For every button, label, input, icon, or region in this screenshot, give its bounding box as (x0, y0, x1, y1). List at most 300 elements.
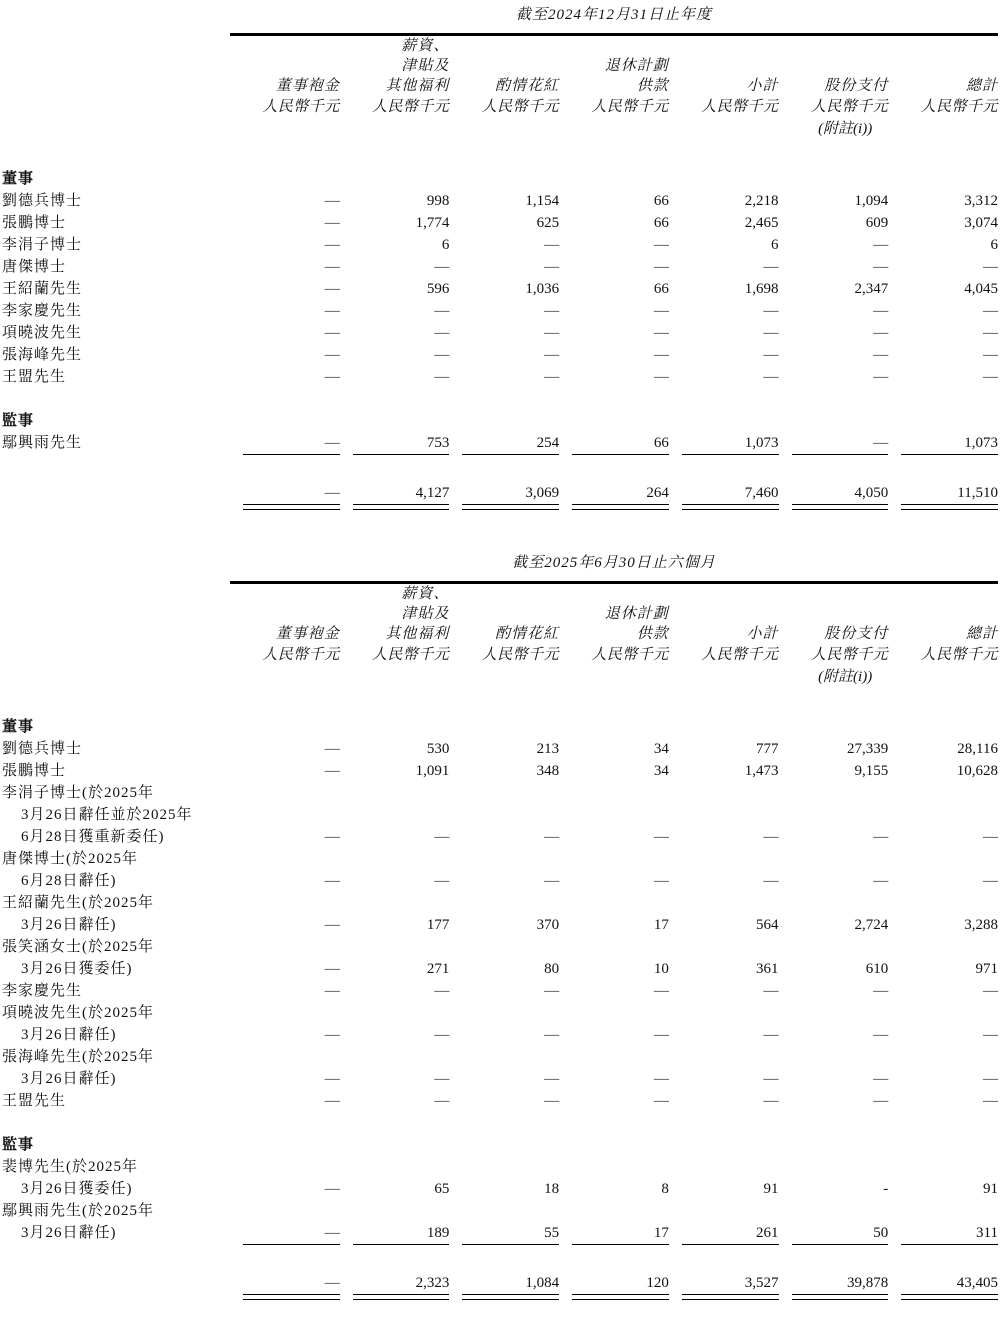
cell-value: - (883, 1181, 889, 1197)
subtotal-rule (243, 454, 340, 455)
row-name: 王盟先生 (2, 369, 67, 385)
cell-value (669, 848, 779, 870)
table-row (2, 760, 998, 782)
grand-total-double-rule (901, 504, 998, 510)
cell-value: 777 (756, 741, 779, 757)
cell-value (669, 892, 779, 914)
remuneration-tables-container (2, 4, 998, 1308)
cell-value: — (873, 829, 889, 845)
cell-value: — (324, 917, 340, 933)
section-heading: 董事 (2, 719, 35, 735)
cell-value: — (873, 983, 889, 999)
cell-value: — (324, 259, 340, 275)
cell-value: — (763, 873, 779, 889)
grand-total-double-rule (682, 1294, 779, 1300)
cell-value: — (544, 873, 560, 889)
cell-value: 261 (756, 1225, 779, 1241)
row-name: 劉德兵博士 (2, 193, 83, 209)
column-unit: 人民幣千元 (591, 99, 669, 115)
subtotal-rule (353, 1244, 450, 1245)
column-header (230, 584, 340, 644)
subtotal-rule-cell (669, 1244, 779, 1254)
cell-value (779, 1200, 889, 1222)
cell-value: — (983, 829, 998, 845)
cell-value (449, 804, 559, 826)
cell-value (779, 892, 889, 914)
total-gutter (2, 1272, 230, 1294)
cell-value: 34 (653, 741, 669, 757)
spacer (2, 140, 998, 168)
cell-value: 2,347 (854, 281, 889, 297)
column-header-line: 股份支付 (824, 626, 889, 642)
cell-value: 2,465 (744, 215, 779, 231)
column-unit: 人民幣千元 (920, 647, 998, 663)
grand-total-double-rule (353, 504, 450, 510)
cell-value: 254 (536, 435, 560, 451)
column-header-line: 總計 (965, 626, 998, 642)
cell-value: — (434, 1071, 450, 1087)
cell-value (340, 1046, 450, 1068)
column-header-line: 其他福利 (385, 626, 450, 642)
column-unit: 人民幣千元 (701, 99, 779, 115)
cell-value: — (324, 193, 340, 209)
total-value: 4,127 (415, 485, 450, 501)
cell-value (230, 936, 340, 958)
subtotal-rule-cell (230, 454, 340, 464)
cell-value: — (324, 1071, 340, 1087)
column-unit: 人民幣千元 (591, 647, 669, 663)
row-name: 張鵬博士 (2, 763, 67, 779)
column-header-line: 供款 (636, 78, 669, 94)
cell-value: 2,724 (854, 917, 889, 933)
table-row (2, 1222, 998, 1244)
grand-total-double-rule (353, 1294, 450, 1300)
cell-value: — (324, 303, 340, 319)
subtotal-rule-cell (559, 454, 669, 464)
subtotal-rule (572, 454, 669, 455)
cell-value: — (434, 325, 450, 341)
cell-value: — (653, 259, 669, 275)
grand-total-double-rule (901, 1294, 998, 1300)
cell-value: 27,339 (846, 741, 889, 757)
cell-value: — (434, 1027, 450, 1043)
cell-value: — (434, 873, 450, 889)
cell-value: 271 (426, 961, 450, 977)
cell-value: — (544, 1071, 560, 1087)
row-name: 6月28日獲重新委任) (21, 829, 165, 845)
cell-value (559, 936, 669, 958)
column-note: (附註(i)) (818, 121, 873, 137)
cell-value (230, 1002, 340, 1024)
cell-value (340, 1200, 450, 1222)
cell-value: 66 (653, 281, 669, 297)
row-name: 劉德兵博士 (2, 741, 83, 757)
cell-value: 80 (544, 961, 560, 977)
cell-value: — (653, 1071, 669, 1087)
total-gutter (2, 482, 230, 504)
cell-value: 8 (661, 1181, 669, 1197)
cell-value: 66 (653, 435, 669, 451)
section-heading: 監事 (2, 1137, 35, 1153)
table-row (2, 212, 998, 234)
column-header-line: 退休計劃 (604, 58, 669, 74)
cell-value: 10 (653, 961, 669, 977)
cell-value: — (324, 1181, 340, 1197)
cell-value: — (983, 873, 998, 889)
cell-value: — (324, 281, 340, 297)
cell-value (779, 1156, 889, 1178)
table-row (2, 344, 998, 366)
header-gutter (2, 36, 230, 96)
cell-value: 34 (653, 763, 669, 779)
subtotal-rule (901, 1244, 998, 1245)
cell-value: — (763, 369, 779, 385)
column-header-line: 小計 (746, 78, 779, 94)
column-header (669, 584, 779, 644)
subtotal-rule (682, 454, 779, 455)
cell-value (888, 892, 998, 914)
cell-value: — (763, 1027, 779, 1043)
cell-value: — (653, 873, 669, 889)
cell-value (888, 848, 998, 870)
cell-value (888, 782, 998, 804)
cell-value (449, 1200, 559, 1222)
total-row (2, 1272, 998, 1294)
column-header-line: 津貼及 (401, 58, 450, 74)
table-row (2, 738, 998, 760)
column-header-line: 總計 (965, 78, 998, 94)
subtotal-rule-cell (888, 454, 998, 464)
column-header-line: 退休計劃 (604, 606, 669, 622)
grand-total-rule-cell (779, 504, 889, 518)
remuneration-table-fy2024 (2, 4, 998, 518)
table-row (2, 1200, 998, 1222)
subtotal-rule-row (2, 1244, 998, 1254)
cell-value: 189 (426, 1225, 450, 1241)
cell-value (340, 892, 450, 914)
column-note (888, 666, 998, 688)
cell-value (669, 804, 779, 826)
cell-value: — (434, 347, 450, 363)
total-value: — (324, 1275, 340, 1291)
table-row (2, 234, 998, 256)
row-name: 王紹蘭先生 (2, 281, 83, 297)
cell-value (230, 1200, 340, 1222)
column-note (888, 118, 998, 140)
cell-value: — (434, 303, 450, 319)
column-header-line: 其他福利 (385, 78, 450, 94)
cell-value (888, 1002, 998, 1024)
cell-value (669, 782, 779, 804)
cell-value: — (324, 1093, 340, 1109)
cell-value: — (434, 259, 450, 275)
total-value: — (324, 485, 340, 501)
column-header (340, 36, 450, 96)
column-header-line: 董事袍金 (275, 78, 340, 94)
cell-value: — (873, 259, 889, 275)
grand-total-double-rule (243, 504, 340, 510)
table-row (2, 936, 998, 958)
subtotal-rule (572, 1244, 669, 1245)
subtotal-rule-cell (559, 1244, 669, 1254)
table-row (2, 1068, 998, 1090)
row-name: 3月26日獲委任) (21, 961, 133, 977)
table-row (2, 782, 998, 804)
cell-value (230, 1156, 340, 1178)
row-name: 3月26日辭任) (21, 1225, 117, 1241)
row-name: 李家慶先生 (2, 983, 83, 999)
subtotal-rule-cell (449, 454, 559, 464)
cell-value: — (873, 325, 889, 341)
cell-value: — (763, 303, 779, 319)
cell-value (449, 936, 559, 958)
cell-value: — (324, 1225, 340, 1241)
cell-value: — (983, 1071, 998, 1087)
total-value: 1,084 (525, 1275, 560, 1291)
cell-value (230, 848, 340, 870)
cell-value (230, 1046, 340, 1068)
cell-value: — (324, 829, 340, 845)
cell-value: — (324, 215, 340, 231)
column-header-line: 津貼及 (401, 606, 450, 622)
column-unit: 人民幣千元 (371, 647, 450, 663)
section-heading: 董事 (2, 171, 35, 187)
table-row (2, 1024, 998, 1046)
total-value: 11,510 (957, 485, 998, 501)
table-row (2, 1046, 998, 1068)
column-header (888, 36, 998, 96)
cell-value: — (653, 369, 669, 385)
cell-value (669, 1200, 779, 1222)
column-header-line: 小計 (746, 626, 779, 642)
rule-gutter (2, 1244, 230, 1254)
cell-value: 177 (426, 917, 450, 933)
column-header-line: 董事袍金 (275, 626, 340, 642)
table-row (2, 848, 998, 870)
row-name: 李涓子博士 (2, 237, 83, 253)
cell-value: — (873, 1093, 889, 1109)
cell-value (669, 1156, 779, 1178)
cell-value: 596 (426, 281, 450, 297)
remuneration-table-hy2025 (2, 552, 998, 1308)
subtotal-rule (792, 454, 889, 455)
column-note (669, 666, 779, 688)
cell-value: 1,698 (744, 281, 779, 297)
column-header (779, 36, 889, 96)
cell-value (669, 936, 779, 958)
cell-value: 6 (771, 237, 779, 253)
table-row (2, 432, 998, 454)
cell-value: 3,312 (964, 193, 998, 209)
cell-value: — (983, 1093, 998, 1109)
cell-value (888, 1046, 998, 1068)
spacer (2, 1254, 998, 1272)
cell-value (559, 804, 669, 826)
cell-value: — (653, 347, 669, 363)
cell-value: 361 (756, 961, 779, 977)
cell-value: 1,091 (415, 763, 450, 779)
cell-value: 1,073 (964, 435, 998, 451)
cell-value: — (544, 1093, 560, 1109)
table-row (2, 366, 998, 388)
column-header-line: 供款 (636, 626, 669, 642)
row-name: 3月26日辭任) (21, 1027, 117, 1043)
cell-value (888, 804, 998, 826)
column-note: (附註(i)) (818, 669, 873, 685)
cell-value (449, 782, 559, 804)
column-note (669, 118, 779, 140)
subtotal-rule-cell (888, 1244, 998, 1254)
column-header (230, 36, 340, 96)
total-value: 120 (646, 1275, 669, 1291)
column-note (559, 666, 669, 688)
row-name: 王盟先生 (2, 1093, 67, 1109)
cell-value (340, 804, 450, 826)
cell-value (340, 782, 450, 804)
cell-value: — (983, 303, 998, 319)
subtotal-rule (462, 454, 559, 455)
row-name: 項曉波先生(於2025年 (2, 1005, 154, 1021)
subtotal-rule (243, 1244, 340, 1245)
cell-value: — (653, 829, 669, 845)
cell-value (340, 1002, 450, 1024)
cell-value: — (324, 325, 340, 341)
column-header-line: 股份支付 (824, 78, 889, 94)
table-row (2, 804, 998, 826)
cell-value: 66 (653, 193, 669, 209)
cell-value (559, 1002, 669, 1024)
cell-value: 6 (441, 237, 450, 253)
cell-value: 971 (975, 961, 998, 977)
subtotal-rule-cell (669, 454, 779, 464)
cell-value: — (983, 325, 998, 341)
column-note (230, 118, 340, 140)
cell-value: — (324, 763, 340, 779)
cell-value: 50 (873, 1225, 889, 1241)
cell-value: 1,094 (854, 193, 889, 209)
header-gutter (2, 584, 230, 644)
cell-value: 3,288 (964, 917, 998, 933)
rule-gutter (2, 504, 230, 518)
cell-value (779, 1002, 889, 1024)
table-row (2, 256, 998, 278)
cell-value: — (983, 1027, 998, 1043)
cell-value: 370 (536, 917, 560, 933)
column-note (559, 118, 669, 140)
cell-value: 18 (544, 1181, 560, 1197)
column-note (340, 118, 450, 140)
cell-value: 10,628 (956, 763, 998, 779)
cell-value: 6 (990, 237, 998, 253)
table-row (2, 300, 998, 322)
cell-value (449, 848, 559, 870)
cell-value: — (324, 741, 340, 757)
cell-value: — (983, 369, 998, 385)
grand-total-rule-cell (230, 504, 340, 518)
subtotal-rule-cell (449, 1244, 559, 1254)
column-unit: 人民幣千元 (262, 647, 340, 663)
cell-value: — (653, 325, 669, 341)
grand-total-double-rule (572, 1294, 669, 1300)
column-header-line: 薪資、 (401, 38, 450, 54)
grand-total-rule-cell (449, 504, 559, 518)
unit-gutter (2, 644, 230, 666)
cell-value: — (544, 325, 560, 341)
cell-value: 564 (756, 917, 779, 933)
total-value: 264 (646, 485, 669, 501)
cell-value: 311 (976, 1225, 998, 1241)
cell-value: — (763, 983, 779, 999)
rule-gutter (2, 454, 230, 464)
total-value: 3,527 (744, 1275, 779, 1291)
row-name: 張鵬博士 (2, 215, 67, 231)
row-name: 6月28日辭任) (21, 873, 117, 889)
total-value: 7,460 (744, 485, 779, 501)
cell-value (449, 1046, 559, 1068)
cell-value: 998 (426, 193, 450, 209)
cell-value (340, 1156, 450, 1178)
table-title: 截至2025年6月30日止六個月 (512, 555, 716, 571)
column-unit: 人民幣千元 (262, 99, 340, 115)
cell-value: — (544, 829, 560, 845)
cell-value: 28,116 (957, 741, 998, 757)
grand-total-double-rule (682, 504, 779, 510)
cell-value: — (763, 829, 779, 845)
cell-value: — (544, 347, 560, 363)
cell-value: — (763, 259, 779, 275)
column-header (888, 584, 998, 644)
table-row (2, 826, 998, 848)
cell-value (888, 1156, 998, 1178)
grand-total-rule-row (2, 504, 998, 518)
row-name: 李家慶先生 (2, 303, 83, 319)
column-note (340, 666, 450, 688)
cell-value: 55 (544, 1225, 560, 1241)
column-header-line: 酌情花紅 (495, 626, 560, 642)
cell-value: — (873, 1071, 889, 1087)
cell-value: 609 (865, 215, 889, 231)
table-row (2, 1156, 998, 1178)
cell-value: 1,154 (525, 193, 560, 209)
cell-value: 17 (653, 1225, 669, 1241)
table-row (2, 1002, 998, 1024)
cell-value: — (434, 369, 450, 385)
row-name: 鄢興雨先生 (2, 435, 83, 451)
cell-value: 66 (653, 215, 669, 231)
cell-value: 213 (536, 741, 560, 757)
cell-value (888, 1200, 998, 1222)
rule-gutter (2, 574, 230, 584)
row-name: 3月26日辭任並於2025年 (21, 807, 193, 823)
cell-value: — (434, 829, 450, 845)
cell-value (449, 892, 559, 914)
table-row (2, 870, 998, 892)
row-name: 張海峰先生 (2, 347, 83, 363)
cell-value: 1,036 (525, 281, 560, 297)
subtotal-rule (682, 1244, 779, 1245)
cell-value: — (873, 369, 889, 385)
cell-value: — (434, 983, 450, 999)
cell-value: — (983, 347, 998, 363)
cell-value: — (324, 369, 340, 385)
row-name: 裴博先生(於2025年 (2, 1159, 138, 1175)
cell-value (779, 804, 889, 826)
cell-value: — (324, 347, 340, 363)
cell-value (559, 1046, 669, 1068)
total-value: 4,050 (854, 485, 889, 501)
cell-value: — (653, 1027, 669, 1043)
subtotal-rule-row (2, 454, 998, 464)
